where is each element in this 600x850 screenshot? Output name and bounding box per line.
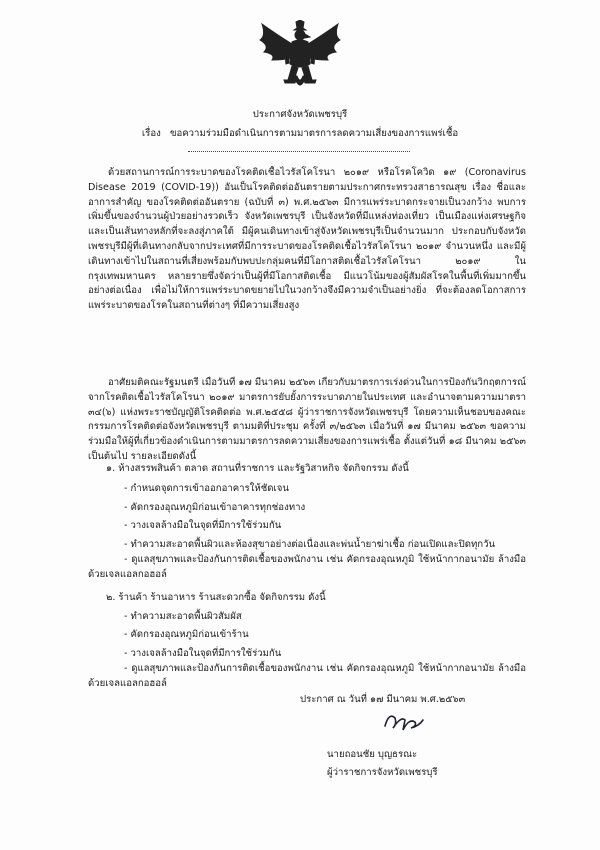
- section1-item: - คัดกรองอุณหภูมิก่อนเข้าอาคารทุกช่องทาง: [124, 502, 306, 513]
- announcement-date: ประกาศ ณ วันที่ ๑๗ มีนาคม พ.ศ.๒๕๖๓: [300, 694, 466, 705]
- section2-item: - คัดกรองอุณหภูมิก่อนเข้าร้าน: [124, 629, 249, 640]
- section2-item: - วางเจลล้างมือในจุดที่มีการใช้ร่วมกัน: [124, 648, 282, 659]
- section1-item: - กำหนดจุดการเข้าออกอาคารให้ชัดเจน: [124, 483, 289, 494]
- subject-label: เรื่อง: [141, 128, 161, 139]
- section1-item: - วางเจลล้างมือในจุดที่มีการใช้ร่วมกัน: [124, 520, 282, 531]
- subject-text: ขอความร่วมมือดำเนินการตามมาตรการลดความเสี่ยงของการแพร่เชื้อ: [169, 128, 459, 139]
- garuda-emblem-icon: [258, 20, 342, 94]
- section1-heading: ๑. ห้างสรรพสินค้า ตลาด สถานที่ราชการ และรัฐวิสาหกิจ จัดกิจกรรม ดังนี้: [106, 463, 409, 474]
- section2-item: - ทำความสะอาดพื้นผิวสัมผัส: [124, 611, 242, 622]
- subject-line: [0, 127, 600, 140]
- office-title: ประกาศจังหวัดเพชรบุรี: [252, 109, 348, 120]
- section1-item: - ดูแลสุขภาพและป้องกันการติดเชื้อของพนักงาน เช่น คัดกรองอุณหภูมิ ใช้หน้ากากอนามัย ล้างมือด้วยเจลแอลกอฮอล์: [88, 554, 526, 580]
- signer-title: ผู้ว่าราชการจังหวัดเพชรบุรี: [327, 767, 438, 778]
- section2-heading: ๒. ร้านค้า ร้านอาหาร ร้านสะดวกซื้อ จัดกิจกรรม ดังนี้: [106, 592, 326, 603]
- section1-item: - ทำความสะอาดพื้นผิวและห้องสุขาอย่างต่อเนื่องและพ่นน้ำยาฆ่าเชื้อ ก่อนเปิดและปิดทุกวัน: [124, 539, 496, 550]
- paragraph-authority: อาศัยมติคณะรัฐมนตรี เมื่อวันที่ ๑๗ มีนาคม ๒๕๖๓ เกี่ยวกับมาตรการเร่งด่วนในการป้องกันวิกฤตการณ์จากโรคติดเชื้อไวรัสโคโรนา ๒๐๑๙ มาตรการยับยั้งการระบาดภายในประเทศ และอำนาจตามความมาตรา ๓๔(๖) แห่งพระราชบัญญัติโรคติดต่อ พ.ศ.๒๕๕๘ ผู้ว่าราชการจังหวัดเพชรบุรี โดยความเห็นชอบของคณะกรรมการโรคติดต่อจังหวัดเพชรบุรี ตามมติที่ประชุม ครั้งที่ ๓/๒๕๖๓ เมื่อวันที่ ๑๗ มีนาคม ๒๕๖๓ ขอความร่วมมือให้ผู้ที่เกี่ยวข้องดำเนินการตามมาตรการลดความเสี่ยงของการแพร่เชื้อ ตั้งแต่วันที่ ๑๘ มีนาคม ๒๕๖๓ เป็นต้นไป รายละเอียดดังนี้: [88, 377, 526, 462]
- handwritten-signature-icon: [381, 708, 425, 734]
- signer-name: นายถอนชัย บุญธรณะ: [327, 749, 418, 760]
- section2-item: - ดูแลสุขภาพและป้องกันการติดเชื้อของพนักงาน เช่น คัดกรองอุณหภูมิ ใช้หน้ากากอนามัย ล้างมือด้วยเจลแอลกอฮอล์: [88, 663, 526, 689]
- paragraph-context: ด้วยสถานการณ์การระบาดของโรคติดเชื้อไวรัสโคโรนา ๒๐๑๙ หรือโรคโควิด ๑๙ (Coronavirus Disease 2019 (COVID-19)) อันเป็นโรคติดต่ออันตรายตามประกาศกระทรวงสาธารณสุข เรื่อง ชื่อและอาการสำคัญ ของโรคติดต่ออันตราย (ฉบับที่ ๓) พ.ศ.๒๕๖๓ มีการแพร่ระบาดกระจายเป็นวงกว้าง พบการเพิ่มขึ้นของจำนวนผู้ป่วยอย่างรวดเร็ว จังหวัดเพชรบุรี เป็นจังหวัดที่มีแหล่งท่องเที่ยว เป็นเมืองแห่งเศรษฐกิจและเป็นเส้นทางหลักที่จะลงสู่ภาคใต้ มีผู้คนเดินทางเข้าสู่จังหวัดเพชรบุรีเป็นจำนวนมาก ประกอบกับจังหวัดเพชรบุรีมีผู้ที่เดินทางกลับจากประเทศที่มีการระบาดของโรคติดเชื้อไวรัสโคโรนา ๒๐๑๙ จำนวนหนึ่ง และมีผู้เดินทางเข้าไปในสถานที่เสี่ยงพร้อมกับพบปะกลุ่มคนที่มีโอกาสติดเชื้อไวรัสโคโรนา ๒๐๑๙ ในกรุงเทพมหานคร หลายรายซึ่งจัดว่าเป็นผู้ที่มีโอกาสติดเชื้อ มีแนวโน้มของผู้สัมผัสโรคในพื้นที่เพิ่มมากขึ้นอย่างต่อเนื่อง เพื่อไม่ให้การแพร่ระบาดขยายไปในวงกว้างจึงมีความจำเป็นอย่างยิ่ง ที่จะต้องลดโอกาสการแพร่ระบาดของโรคในสถานที่ต่างๆ ที่มีความเสี่ยงสูง: [88, 167, 526, 312]
- header-divider: [188, 151, 410, 152]
